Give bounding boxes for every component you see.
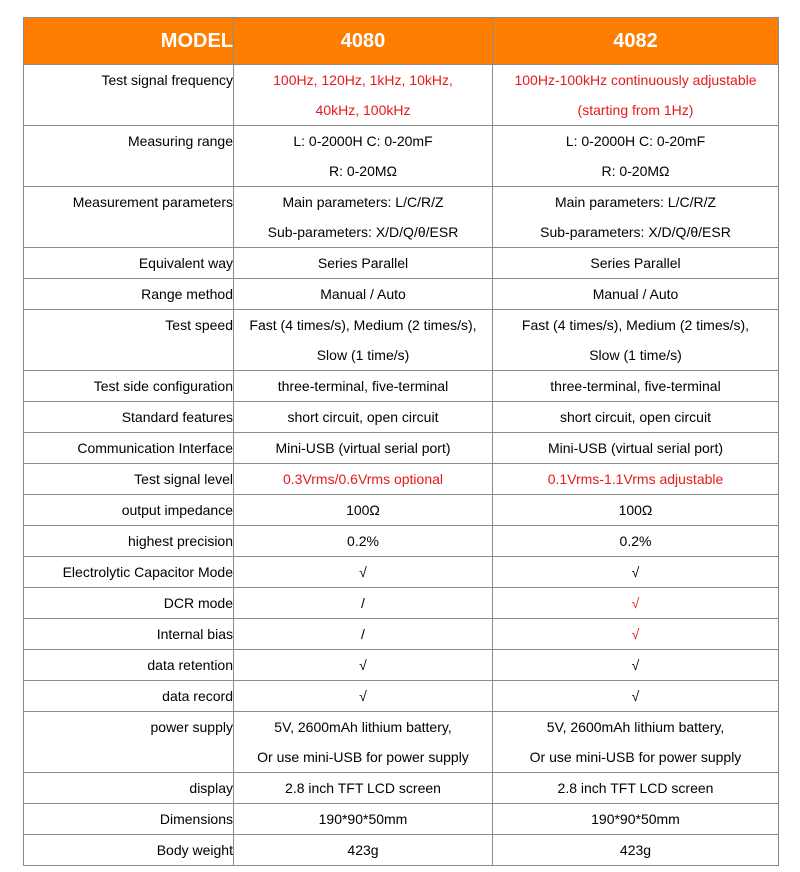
- value-4082-cell: [493, 126, 779, 187]
- row-label: Measuring range: [24, 126, 234, 187]
- value-4082-cell: [493, 402, 779, 433]
- value-4080-cell: [234, 402, 493, 433]
- value-4082-cell: [493, 804, 779, 835]
- value-4082-cell: [493, 773, 779, 804]
- row-label: Electrolytic Capacitor Mode: [24, 557, 234, 588]
- value-4082-cell: [493, 588, 779, 619]
- table-row: [24, 526, 779, 557]
- value-4080-line: Manual / Auto: [320, 286, 406, 302]
- value-4080-cell: [234, 588, 493, 619]
- value-4082-cell: [493, 371, 779, 402]
- value-4082-cell: [493, 681, 779, 712]
- value-4080-line: 423g: [347, 842, 379, 858]
- value-4082-line: 423g: [619, 842, 652, 858]
- value-4082-line: √: [631, 688, 640, 704]
- value-4082-line: short circuit, open circuit: [560, 409, 711, 425]
- value-4080-line: Sub-parameters: X/D/Q/θ/ESR: [267, 224, 459, 240]
- value-4082-line: Slow (1 time/s): [589, 347, 682, 363]
- row-label: Range method: [24, 279, 234, 310]
- row-label: Standard features: [24, 402, 234, 433]
- row-label: Measurement parameters: [24, 187, 234, 248]
- value-4082-line: 0.2%: [619, 533, 652, 549]
- value-4080-cell: [234, 310, 493, 371]
- table-row: [24, 712, 779, 773]
- value-4082-line: Sub-parameters: X/D/Q/θ/ESR: [540, 224, 731, 240]
- value-4080-line: √: [359, 564, 367, 580]
- value-4080-line: 190*90*50mm: [318, 811, 408, 827]
- row-label: highest precision: [24, 526, 234, 557]
- row-label: output impedance: [24, 495, 234, 526]
- value-4082-line: 5V, 2600mAh lithium battery,: [546, 719, 725, 735]
- value-4080-line: 0.3Vrms/0.6Vrms optional: [282, 471, 444, 487]
- value-4082-cell: [493, 248, 779, 279]
- value-4080-cell: [234, 371, 493, 402]
- row-label: data retention: [24, 650, 234, 681]
- value-4082-line: Fast (4 times/s), Medium (2 times/s),: [521, 317, 750, 333]
- value-4082-line: Main parameters: L/C/R/Z: [554, 194, 717, 210]
- table-row: [24, 650, 779, 681]
- value-4082-cell: [493, 310, 779, 371]
- value-4082-line: √: [631, 595, 640, 611]
- row-label: display: [24, 773, 234, 804]
- value-4082-cell: [493, 495, 779, 526]
- table-row: [24, 495, 779, 526]
- value-4082-line: √: [631, 626, 640, 642]
- value-4082-line: (starting from 1Hz): [577, 102, 694, 118]
- value-4080-line: Fast (4 times/s), Medium (2 times/s),: [249, 317, 477, 333]
- value-4082-line: R: 0-20MΩ: [601, 163, 670, 179]
- value-4082-line: L: 0-2000H C: 0-20mF: [565, 133, 706, 149]
- row-label: Communication Interface: [24, 433, 234, 464]
- table-row: [24, 773, 779, 804]
- value-4080-line: 40kHz, 100kHz: [315, 102, 411, 118]
- value-4082-cell: [493, 619, 779, 650]
- header-row: [24, 18, 779, 65]
- table-row: [24, 681, 779, 712]
- table-row: [24, 464, 779, 495]
- value-4080-line: 0.2%: [347, 533, 379, 549]
- row-label: Test signal level: [24, 464, 234, 495]
- value-4082-line: 100Hz-100kHz continuously adjustable: [514, 72, 757, 88]
- row-label: data record: [24, 681, 234, 712]
- value-4080-line: Slow (1 time/s): [316, 347, 410, 363]
- value-4082-cell: [493, 557, 779, 588]
- value-4080-line: 100Ω: [346, 502, 380, 518]
- value-4082-line: 190*90*50mm: [591, 811, 680, 827]
- row-label: Dimensions: [24, 804, 234, 835]
- value-4082-cell: [493, 650, 779, 681]
- value-4082-line: 100Ω: [618, 502, 653, 518]
- row-label: Test signal frequency: [24, 65, 234, 126]
- value-4082-line: Or use mini-USB for power supply: [529, 749, 742, 765]
- value-4082-cell: [493, 526, 779, 557]
- value-4080-cell: [234, 187, 493, 248]
- value-4082-cell: [493, 835, 779, 866]
- header-model-4082: 4082: [493, 18, 779, 65]
- table-row: [24, 65, 779, 126]
- table-row: [24, 248, 779, 279]
- table-row: [24, 588, 779, 619]
- value-4080-cell: [234, 248, 493, 279]
- value-4082-line: three-terminal, five-terminal: [550, 378, 721, 394]
- value-4080-line: L: 0-2000H C: 0-20mF: [293, 133, 433, 149]
- value-4082-cell: [493, 187, 779, 248]
- value-4082-line: 2.8 inch TFT LCD screen: [557, 780, 714, 796]
- value-4080-cell: [234, 804, 493, 835]
- value-4080-line: three-terminal, five-terminal: [277, 378, 449, 394]
- header-model-label: MODEL: [24, 18, 234, 65]
- value-4082-cell: [493, 279, 779, 310]
- value-4080-line: 100Hz, 120Hz, 1kHz, 10kHz,: [273, 72, 453, 88]
- value-4082-line: Mini-USB (virtual serial port): [547, 440, 724, 456]
- value-4080-cell: [234, 279, 493, 310]
- table-row: [24, 835, 779, 866]
- value-4080-cell: [234, 65, 493, 126]
- value-4082-line: Manual / Auto: [592, 286, 679, 302]
- row-label: Test side configuration: [24, 371, 234, 402]
- row-label: power supply: [24, 712, 234, 773]
- value-4080-cell: [234, 835, 493, 866]
- value-4080-cell: [234, 495, 493, 526]
- value-4080-cell: [234, 712, 493, 773]
- value-4080-line: √: [359, 657, 367, 673]
- value-4082-cell: [493, 65, 779, 126]
- table-row: [24, 126, 779, 187]
- value-4080-line: /: [361, 595, 365, 611]
- value-4082-line: √: [631, 564, 640, 580]
- spec-comparison-table: [23, 17, 779, 866]
- table-row: [24, 557, 779, 588]
- value-4080-cell: [234, 773, 493, 804]
- table-row: [24, 279, 779, 310]
- spec-table-body: [24, 65, 779, 866]
- value-4080-cell: [234, 557, 493, 588]
- row-label: DCR mode: [24, 588, 234, 619]
- value-4080-line: /: [361, 626, 365, 642]
- row-label: Test speed: [24, 310, 234, 371]
- value-4080-line: short circuit, open circuit: [287, 409, 439, 425]
- value-4080-cell: [234, 433, 493, 464]
- value-4082-cell: [493, 712, 779, 773]
- table-row: [24, 433, 779, 464]
- value-4080-cell: [234, 650, 493, 681]
- table-row: [24, 402, 779, 433]
- value-4080-cell: [234, 681, 493, 712]
- table-row: [24, 804, 779, 835]
- value-4080-line: Or use mini-USB for power supply: [257, 749, 469, 765]
- row-label: Body weight: [24, 835, 234, 866]
- table-row: [24, 619, 779, 650]
- value-4080-line: 2.8 inch TFT LCD screen: [285, 780, 441, 796]
- value-4082-line: Series Parallel: [590, 255, 681, 271]
- value-4080-line: Mini-USB (virtual serial port): [275, 440, 451, 456]
- value-4082-line: √: [631, 657, 640, 673]
- value-4080-cell: [234, 526, 493, 557]
- header-model-4080: 4080: [234, 18, 493, 65]
- row-label: Equivalent way: [24, 248, 234, 279]
- value-4080-line: Series Parallel: [317, 255, 409, 271]
- table-row: [24, 187, 779, 248]
- value-4082-cell: [493, 464, 779, 495]
- value-4080-cell: [234, 126, 493, 187]
- value-4082-line: 0.1Vrms-1.1Vrms adjustable: [547, 471, 724, 487]
- value-4080-line: R: 0-20MΩ: [328, 163, 398, 179]
- value-4080-cell: [234, 619, 493, 650]
- value-4080-cell: [234, 464, 493, 495]
- value-4080-line: √: [359, 688, 367, 704]
- value-4080-line: 5V, 2600mAh lithium battery,: [274, 719, 452, 735]
- row-label: Internal bias: [24, 619, 234, 650]
- table-row: [24, 310, 779, 371]
- value-4080-line: Main parameters: L/C/R/Z: [282, 194, 444, 210]
- table-row: [24, 371, 779, 402]
- value-4082-cell: [493, 433, 779, 464]
